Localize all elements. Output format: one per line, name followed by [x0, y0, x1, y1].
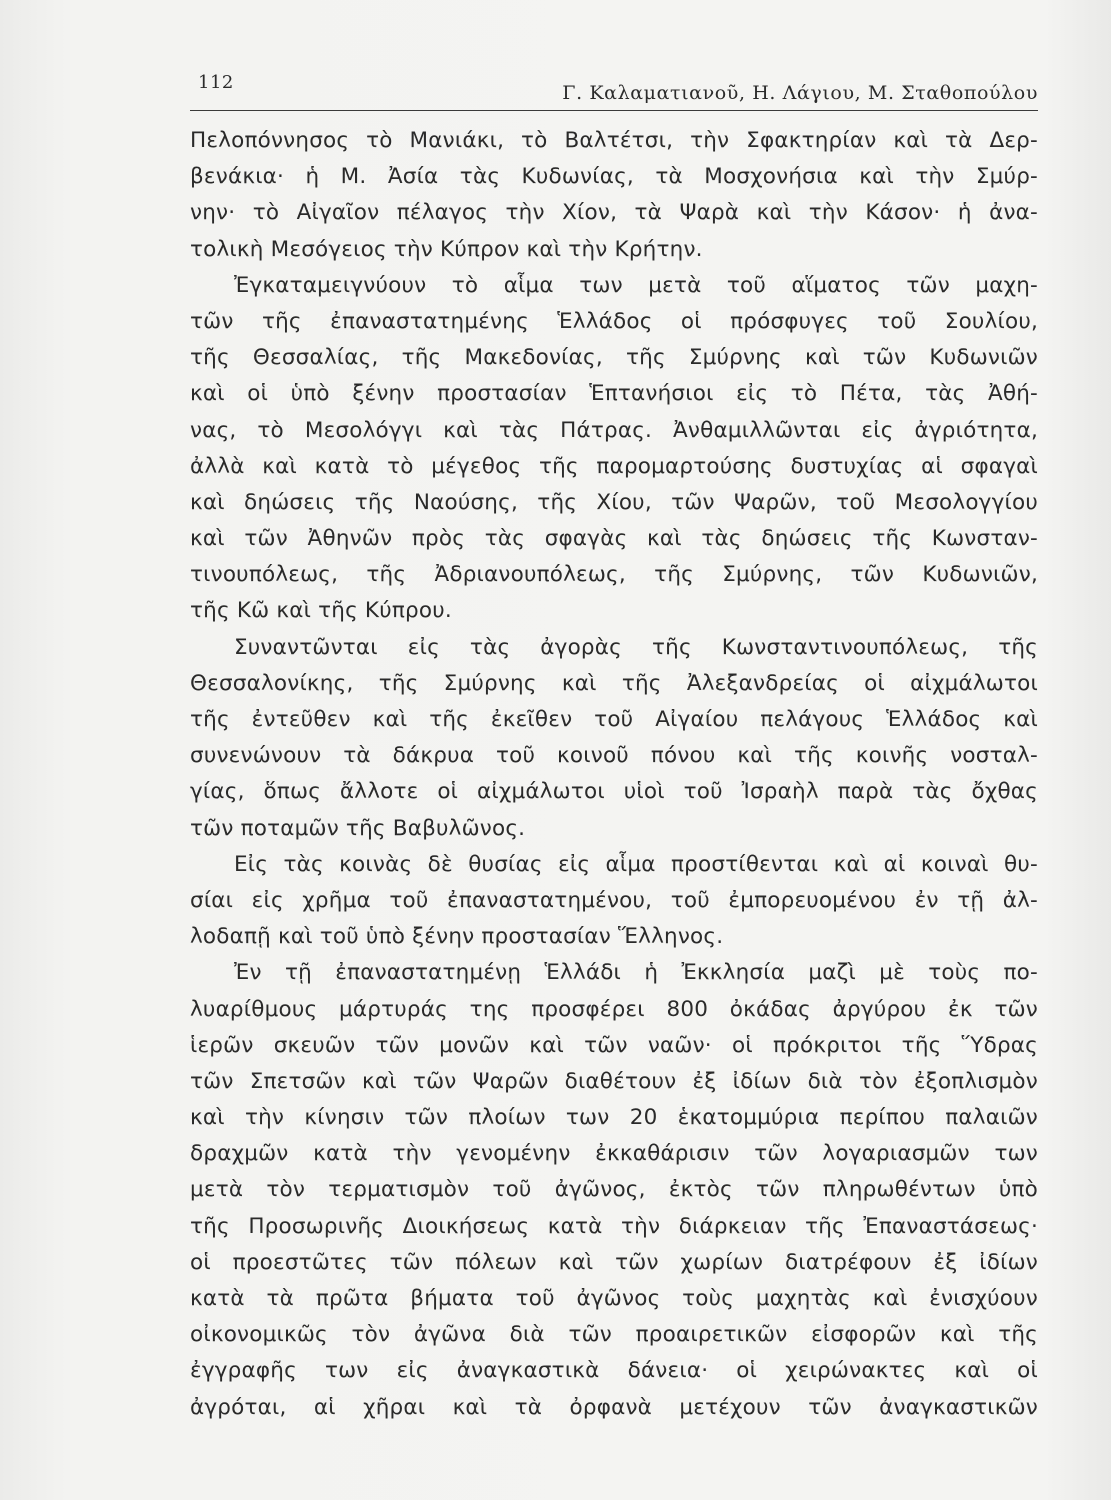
text-line: καὶ δηώσεις τῆς Ναούσης, τῆς Χίου, τῶν Ψαρῶν, τοῦ Μεσολογγίου [190, 489, 1038, 515]
text-line: καὶ οἱ ὑπὸ ξένην προστασίαν Ἑπτανήσιοι εἰς τὸ Πέτα, τὰς Ἀθή- [190, 381, 1038, 407]
text-line: ἀγρόται, αἱ χῆραι καὶ τὰ ὀρφανὰ μετέχουν τῶν ἀναγκαστικῶν [190, 1394, 1038, 1420]
text-line: σίαι εἰς χρῆμα τοῦ ἐπαναστατημένου, τοῦ ἐμπορευομένου ἐν τῇ ἀλ- [190, 887, 1038, 913]
text-line: καὶ τὴν κίνησιν τῶν πλοίων των 20 ἑκατομμύρια περίπου παλαιῶν [190, 1105, 1038, 1131]
text-line: τῆς ἐντεῦθεν καὶ τῆς ἐκεῖθεν τοῦ Αἰγαίου πελάγους Ἑλλάδος καὶ [190, 707, 1038, 732]
text-line: δραχμῶν κατὰ τὴν γενομένην ἐκκαθάρισιν τῶν λογαριασμῶν των [190, 1141, 1038, 1167]
text-line: τῆς Κῶ καὶ τῆς Κύπρου. [190, 598, 452, 624]
text-line: Πελοπόννησος τὸ Μανιάκι, τὸ Βαλτέτσι, τὴν Σφακτηρίαν καὶ τὰ Δερ- [190, 128, 1038, 153]
text-line: Συναντῶνται εἰς τὰς ἀγορὰς τῆς Κωνσταντινουπόλεως, τῆς [234, 634, 1038, 660]
text-line: κατὰ τὰ πρῶτα βήματα τοῦ ἀγῶνος τοὺς μαχητὰς καὶ ἐνισχύουν [190, 1286, 1038, 1311]
text-line: τινουπόλεως, τῆς Ἀδριανουπόλεως, τῆς Σμύρνης, τῶν Κυδωνιῶν, [190, 562, 1038, 588]
text-line: λυαρίθμους μάρτυράς της προσφέρει 800 ὀκάδας ἀργύρου ἐκ τῶν [190, 996, 1038, 1022]
text-line: τῆς Προσωρινῆς Διοικήσεως κατὰ τὴν διάρκειαν τῆς Ἐπαναστάσεως· [190, 1213, 1038, 1239]
text-line: οἰκονομικῶς τὸν ἀγῶνα διὰ τῶν προαιρετικῶν εἰσφορῶν καὶ τῆς [190, 1322, 1038, 1348]
text-line: Ἐγκαταμειγνύουν τὸ αἷμα των μετὰ τοῦ αἵματος τῶν μαχη- [234, 272, 1038, 298]
text-line: Θεσσαλονίκης, τῆς Σμύρνης καὶ τῆς Ἀλεξανδρείας οἱ αἰχμάλωτοι [190, 670, 1038, 696]
text-line: Εἰς τὰς κοινὰς δὲ θυσίας εἰς αἷμα προστίθενται καὶ αἱ κοιναὶ θυ- [234, 851, 1038, 877]
text-line: τῶν τῆς ἐπαναστατημένης Ἑλλάδος οἱ πρόσφυγες τοῦ Σουλίου, [190, 308, 1038, 334]
text-line: μετὰ τὸν τερματισμὸν τοῦ ἀγῶνος, ἐκτὸς τῶν πληρωθέντων ὑπὸ [190, 1177, 1038, 1203]
text-line: λοδαπῇ καὶ τοῦ ὑπὸ ξένην προστασίαν Ἕλληνος. [190, 924, 724, 950]
text-line: καὶ τῶν Ἀθηνῶν πρὸς τὰς σφαγὰς καὶ τὰς δηώσεις τῆς Κωνσταν- [190, 526, 1038, 552]
page-header [190, 70, 1038, 108]
text-line: νην· τὸ Αἰγαῖον πέλαγος τὴν Χίον, τὰ Ψαρὰ καὶ τὴν Κάσον· ἡ ἀνα- [190, 200, 1038, 226]
page-number: 112 [198, 72, 234, 93]
header-rule [190, 110, 1038, 111]
text-line: οἱ προεστῶτες τῶν πόλεων καὶ τῶν χωρίων διατρέφουν ἐξ ἰδίων [190, 1249, 1038, 1275]
running-head: Γ. Καλαματιανοῦ, Η. Λάγιου, Μ. Σταθοπούλου [562, 82, 1038, 104]
text-line: τῶν ποταμῶν τῆς Βαβυλῶνος. [190, 815, 526, 841]
text-line: τῆς Θεσσαλίας, τῆς Μακεδονίας, τῆς Σμύρνης καὶ τῶν Κυδωνιῶν [190, 345, 1038, 371]
text-line: ἱερῶν σκευῶν τῶν μονῶν καὶ τῶν ναῶν· οἱ πρόκριτοι τῆς Ὕδρας [190, 1032, 1038, 1058]
text-line: ἐγγραφῆς των εἰς ἀναγκαστικὰ δάνεια· οἱ χειρώνακτες καὶ οἱ [190, 1358, 1038, 1384]
text-line: ἀλλὰ καὶ κατὰ τὸ μέγεθος τῆς παρομαρτούσης δυστυχίας αἱ σφαγαὶ [190, 453, 1038, 479]
text-line: νας, τὸ Μεσολόγγι καὶ τὰς Πάτρας. Ἀνθαμιλλῶνται εἰς ἀγριότητα, [190, 417, 1038, 443]
text-line: γίας, ὅπως ἄλλοτε οἱ αἰχμάλωτοι υἱοὶ τοῦ Ἰσραὴλ παρὰ τὰς ὄχθας [190, 779, 1038, 805]
text-line: τολικὴ Μεσόγειος τὴν Κύπρον καὶ τὴν Κρήτην. [190, 236, 703, 262]
body-text [190, 123, 1038, 1426]
text-line: Ἐν τῇ ἐπαναστατημένῃ Ἑλλάδι ἡ Ἐκκλησία μαζὶ μὲ τοὺς πο- [234, 960, 1038, 986]
text-line: συνενώνουν τὰ δάκρυα τοῦ κοινοῦ πόνου καὶ τῆς κοινῆς νοσταλ- [190, 743, 1038, 769]
text-line: βενάκια· ἡ Μ. Ἀσία τὰς Κυδωνίας, τὰ Μοσχονήσια καὶ τὴν Σμύρ- [190, 164, 1038, 190]
text-line: τῶν Σπετσῶν καὶ τῶν Ψαρῶν διαθέτουν ἐξ ἰδίων διὰ τὸν ἐξοπλισμὸν [190, 1068, 1038, 1094]
